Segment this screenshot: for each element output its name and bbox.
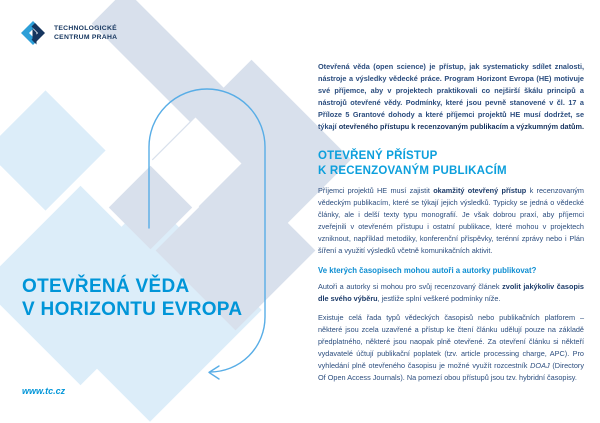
- section-paragraph: Příjemci projektů HE musí zajistit okamžitý otevřený přístup k recenzovaným vědeckým publikacím, které se týkají jejich výsledků. Typicky se jedná o vědecké články, ale i delší texty typu monografií. Je však dobrou praxí, aby příjemci zveřejnili v otevřeném přístupu i ostatní publikace, které mohou v projektech vzniknout, například metodiky, konferenční příspěvky, terénní zprávy nebo i Plán šíření a využití výsledků včetně komunikačních aktivit.: [318, 186, 585, 255]
- logo-line2: CENTRUM PRAHA: [54, 34, 118, 41]
- intro-paragraph: Otevřená věda (open science) je přístup, jak systematicky sdílet znalosti, nástroje a výsledky vědecké práce. Program Horizont Evropa (HE) motivuje své příjemce, aby v projektech praktikovali co nejširší škálu principů a nástrojů otevřené vědy. Podmínky, které jsou pevně stanovené v čl. 17 a Příloze 5 Grantové dohody a které příjemci projektů HE musí dodržet, se týkají otevřeného přístupu k recenzovaným publikacím a výzkumným datům.: [318, 62, 585, 131]
- content-column: [318, 61, 584, 384]
- section-heading-line2: K RECENZOVANÝM PUBLIKACÍM: [318, 164, 507, 177]
- website-link[interactable]: www.tc.cz: [22, 386, 66, 396]
- page-title: [22, 276, 242, 321]
- section-heading-line1: OTEVŘENÝ PŘÍSTUP: [318, 150, 438, 162]
- tc-logo-icon: [20, 20, 48, 48]
- logo-line1: TECHNOLOGICKÉ: [54, 25, 117, 33]
- page-title-line2: V HORIZONTU EVROPA: [22, 298, 243, 320]
- tc-praha-logo: [20, 20, 117, 48]
- question-paragraph-2: Existuje celá řada typů vědeckých časopisů nebo publikačních platforem – některé jsou zcela uzavřené a přístup ke čtení článku udělují pouze na základě předplatného, některé jsou naopak plně otevřené. Za otevření článku si někteří vydavatelé účtují publikační poplatek (tzv. article processing charge, APC). Pro vyhledání plně otevřeného časopisu je možné využít rozcestník DOAJ (Directory Of Open Access Journals). Na pomezí obou přístupů jsou tzv. hybridní časopisy.: [318, 313, 584, 382]
- question-heading: Ve kterých časopisech mohou autoři a autorky publikovat?: [318, 266, 537, 275]
- question-paragraph-1: Autoři a autorky si mohou pro svůj recenzovaný článek zvolit jakýkoliv časopis dle svého výběru, jestliže splní veškeré podmínky níže.: [318, 282, 584, 303]
- section-heading: [318, 149, 584, 178]
- logo-text: [54, 25, 117, 42]
- page-title-line1: OTEVŘENÁ VĚDA: [22, 276, 190, 297]
